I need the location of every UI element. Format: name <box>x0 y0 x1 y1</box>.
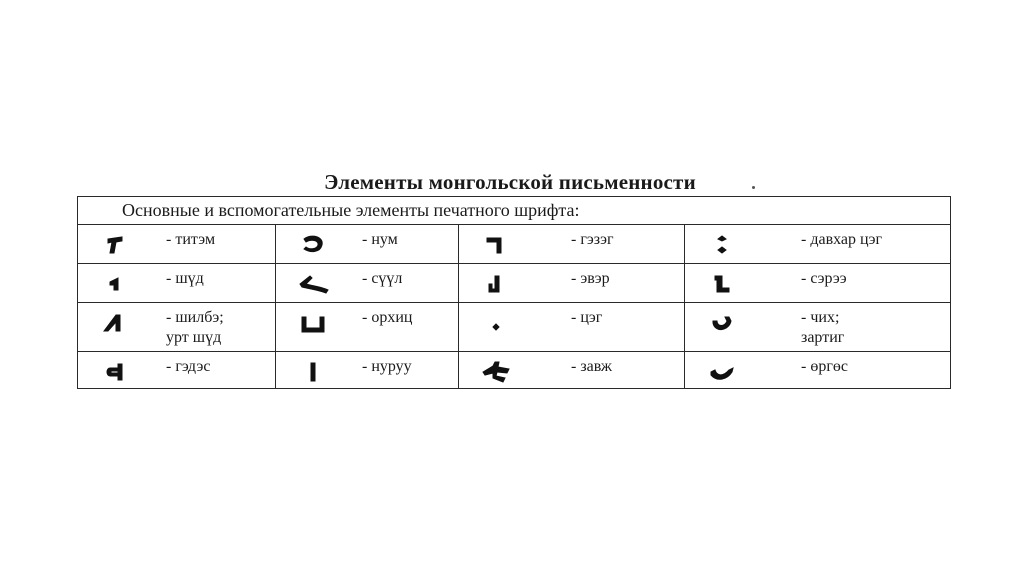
table-cell <box>78 264 276 303</box>
element-label: - шүд <box>166 270 204 287</box>
element-label: - гэдэс <box>166 358 211 375</box>
shilbe-glyph-icon <box>100 311 130 335</box>
chikh-glyph-icon <box>707 311 737 335</box>
element-label: - эвэр <box>571 270 610 287</box>
element-label: - гэзэг <box>571 231 614 248</box>
page-title <box>0 170 1024 195</box>
tseg-glyph-icon <box>481 311 511 335</box>
table-cell <box>276 303 459 352</box>
table-cell <box>685 264 950 303</box>
element-label: - давхар цэг <box>801 231 883 248</box>
table-cell <box>276 264 459 303</box>
table-cell <box>276 225 459 264</box>
table-cell <box>459 225 685 264</box>
orkhits-glyph-icon <box>298 311 328 335</box>
element-label: - титэм <box>166 231 216 248</box>
titem-glyph-icon <box>100 233 130 257</box>
davkhar-tseg-glyph-icon <box>707 233 737 257</box>
table-subtitle: Основные и вспомогательные элементы печатного шрифта: <box>78 197 950 225</box>
table-cell <box>685 303 950 352</box>
element-label: - чих; зартиг <box>801 309 845 346</box>
table-cell <box>459 264 685 303</box>
title-text: Элементы монгольской письменности <box>324 170 696 194</box>
element-label: - нуруу <box>362 358 412 375</box>
evar-glyph-icon <box>481 272 511 296</box>
table-cell <box>459 303 685 352</box>
stray-dot <box>752 186 755 189</box>
table-cell <box>78 225 276 264</box>
seree-glyph-icon <box>707 272 737 296</box>
element-label: - орхиц <box>362 309 413 326</box>
gedes-glyph-icon <box>100 360 130 384</box>
element-label: - цэг <box>571 309 603 326</box>
table-cell <box>276 352 459 388</box>
zavj-glyph-icon <box>481 360 511 384</box>
suul-glyph-icon <box>298 272 328 296</box>
element-label: - сүүл <box>362 270 403 287</box>
num-glyph-icon <box>298 233 328 257</box>
element-label: - завж <box>571 358 612 375</box>
nuruu-glyph-icon <box>298 360 328 384</box>
table-cell <box>685 352 950 388</box>
elements-grid <box>78 225 950 388</box>
elements-table <box>77 196 951 389</box>
element-label: - сэрээ <box>801 270 847 287</box>
element-label: - шилбэ; урт шүд <box>166 309 224 346</box>
element-label: - нум <box>362 231 398 248</box>
table-cell <box>459 352 685 388</box>
element-label: - өргөс <box>801 358 848 375</box>
table-cell <box>78 303 276 352</box>
urges-glyph-icon <box>707 360 737 384</box>
table-cell <box>685 225 950 264</box>
table-cell <box>78 352 276 388</box>
shud-glyph-icon <box>100 272 130 296</box>
gezeg-glyph-icon <box>481 233 511 257</box>
